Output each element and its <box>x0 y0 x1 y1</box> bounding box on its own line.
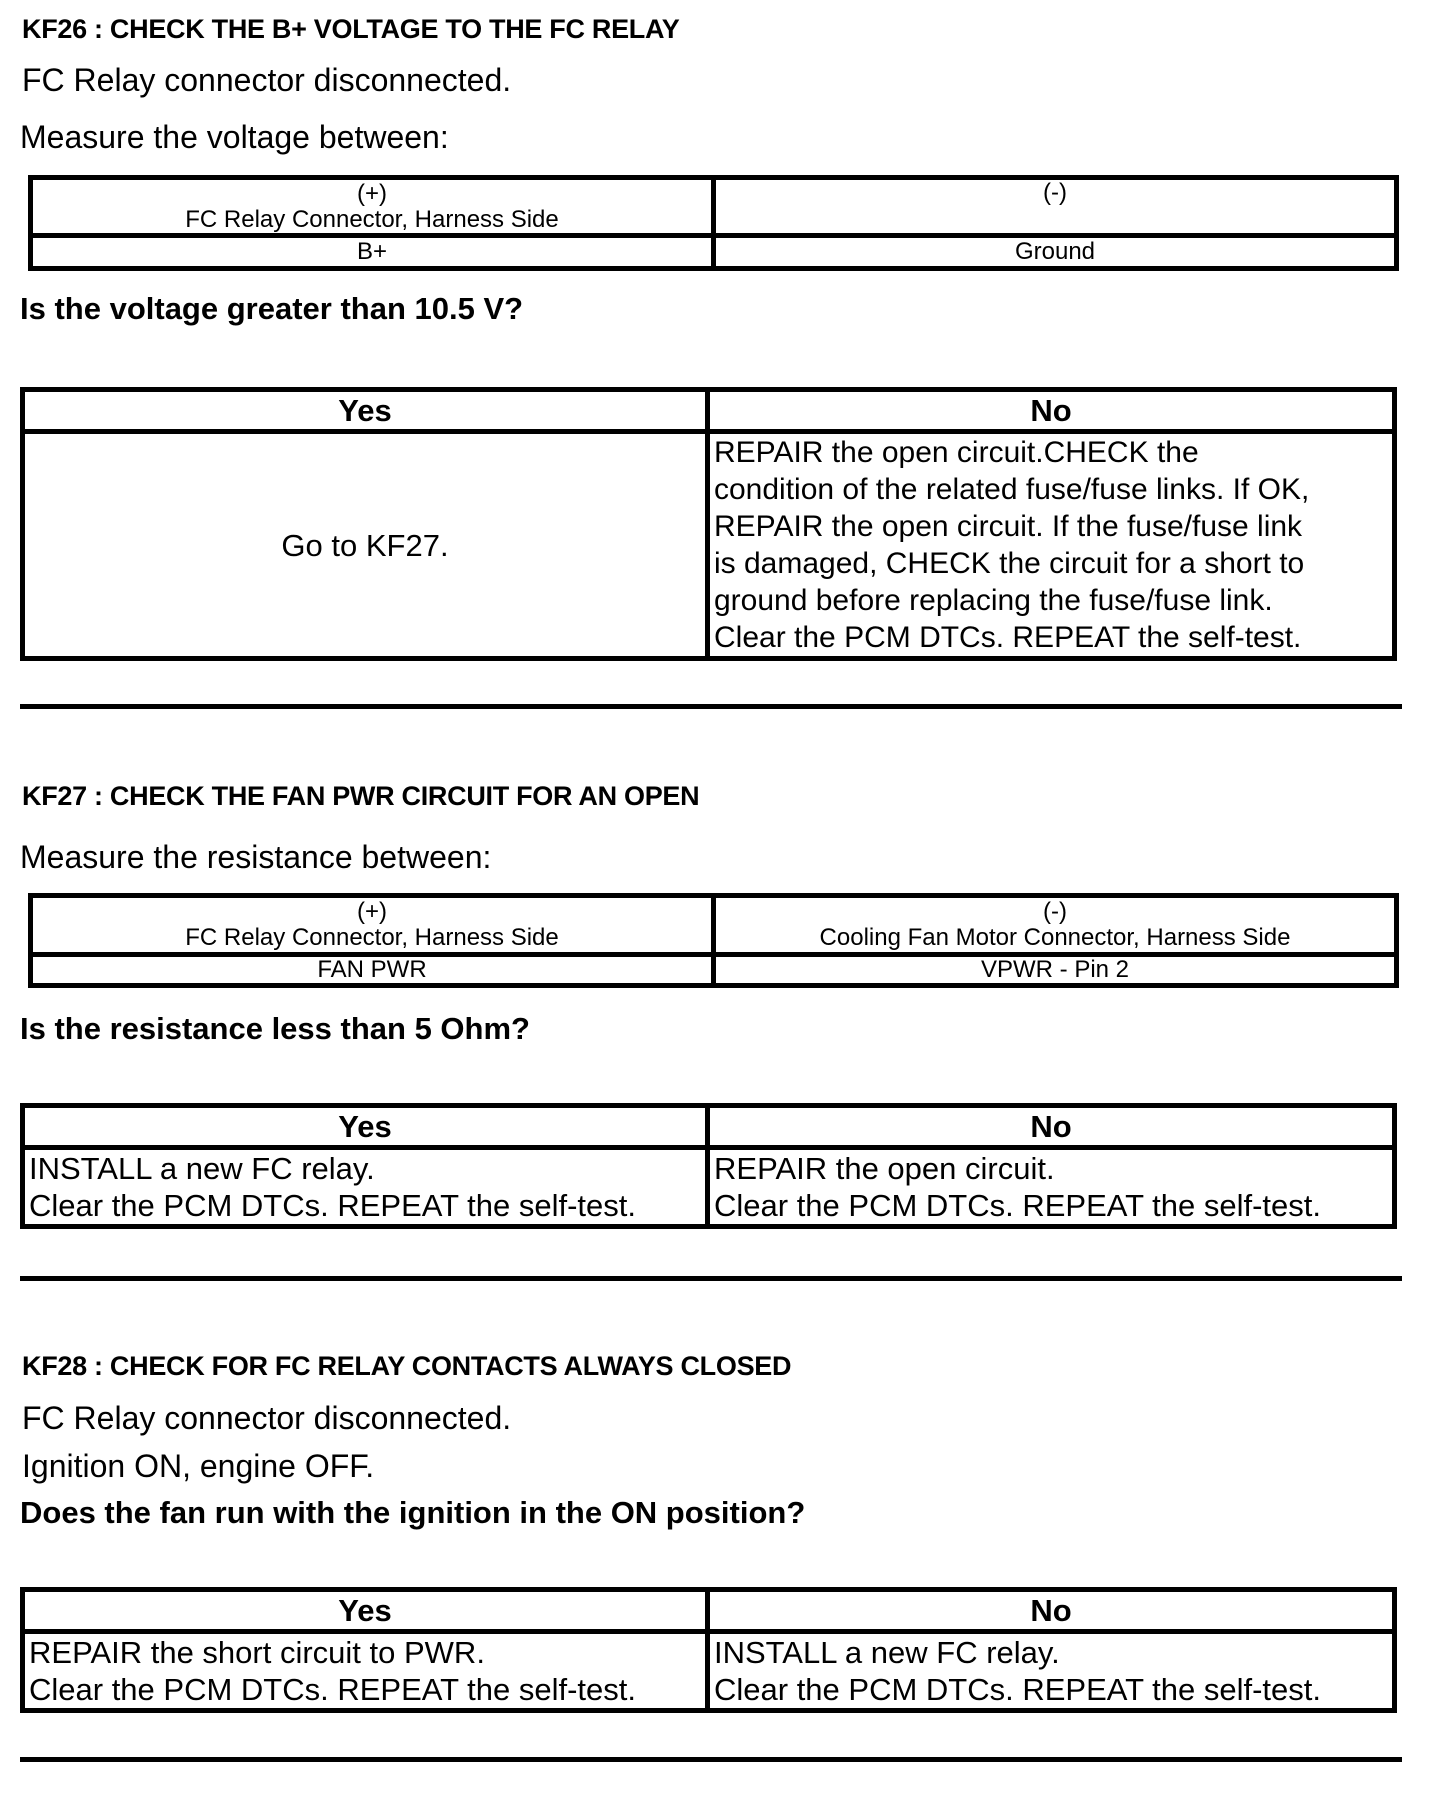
kf26-no-line: ground before replacing the fuse/fuse link. <box>714 584 1273 617</box>
step-kf28-condition-1: FC Relay connector disconnected. <box>22 1400 512 1436</box>
step-kf26-condition: FC Relay connector disconnected. <box>22 62 512 98</box>
kf27-no-line: Clear the PCM DTCs. REPEAT the self-test. <box>714 1188 1321 1223</box>
kf27-minus-label: (-) <box>1043 898 1067 925</box>
step-kf27-instruction: Measure the resistance between: <box>20 839 492 875</box>
step-kf26-title: KF26 : CHECK THE B+ VOLTAGE TO THE FC RELAY <box>22 14 680 44</box>
kf28-no-cell <box>708 1632 1395 1711</box>
kf26-measure-table <box>28 175 1399 271</box>
kf27-yes-cell <box>23 1148 708 1227</box>
kf28-no-line: Clear the PCM DTCs. REPEAT the self-test. <box>714 1672 1321 1707</box>
kf27-question: Is the resistance less than 5 Ohm? <box>20 1011 530 1046</box>
step-kf27-title: KF27 : CHECK THE FAN PWR CIRCUIT FOR AN OPEN <box>22 781 700 811</box>
kf26-minus-header-cell <box>714 178 1397 236</box>
kf26-no-header: No <box>708 390 1395 432</box>
section-divider <box>20 704 1402 709</box>
kf27-no-line: REPAIR the open circuit. <box>714 1151 1055 1186</box>
kf28-yes-line: REPAIR the short circuit to PWR. <box>29 1635 485 1670</box>
kf26-no-line: condition of the related fuse/fuse links. If OK, <box>714 473 1310 506</box>
kf26-question: Is the voltage greater than 10.5 V? <box>20 291 524 326</box>
kf26-minus-label: (-) <box>1043 179 1067 206</box>
kf26-no-line: REPAIR the open circuit.CHECK the <box>714 436 1199 469</box>
kf28-result-table <box>20 1587 1397 1713</box>
kf27-minus-header-cell <box>714 896 1397 955</box>
kf28-no-line: INSTALL a new FC relay. <box>714 1635 1060 1670</box>
kf28-yes-line: Clear the PCM DTCs. REPEAT the self-test. <box>29 1672 636 1707</box>
kf28-no-header: No <box>708 1590 1395 1632</box>
kf27-no-header: No <box>708 1106 1395 1148</box>
kf27-plus-sub: FC Relay Connector, Harness Side <box>185 924 559 951</box>
kf26-yes-cell <box>23 432 708 659</box>
kf27-plus-value: FAN PWR <box>31 955 714 986</box>
kf27-no-cell <box>708 1148 1395 1227</box>
step-kf26-instruction: Measure the voltage between: <box>20 119 449 155</box>
kf26-result-table <box>20 387 1397 661</box>
kf26-no-line: REPAIR the open circuit. If the fuse/fuse link <box>714 510 1303 543</box>
section-divider <box>20 1276 1402 1281</box>
kf26-yes-text: Go to KF27. <box>281 527 449 563</box>
kf27-minus-value: VPWR - Pin 2 <box>714 955 1397 986</box>
kf26-plus-header-cell <box>31 178 714 236</box>
step-kf28-title: KF28 : CHECK FOR FC RELAY CONTACTS ALWAYS CLOSED <box>22 1351 792 1381</box>
kf27-plus-label: (+) <box>357 898 387 925</box>
kf28-yes-header: Yes <box>23 1590 708 1632</box>
kf27-yes-line: Clear the PCM DTCs. REPEAT the self-test. <box>29 1188 636 1223</box>
kf26-no-line: is damaged, CHECK the circuit for a short to <box>714 547 1305 580</box>
kf26-plus-label: (+) <box>357 179 387 207</box>
kf27-minus-sub: Cooling Fan Motor Connector, Harness Side <box>819 924 1291 951</box>
kf26-plus-value: B+ <box>31 236 714 269</box>
kf27-measure-table <box>28 893 1399 988</box>
kf26-plus-sub: FC Relay Connector, Harness Side <box>185 205 559 233</box>
kf28-question: Does the fan run with the ignition in the ON position? <box>20 1495 806 1530</box>
kf26-minus-value: Ground <box>714 236 1397 269</box>
kf26-yes-header: Yes <box>23 390 708 432</box>
kf28-yes-cell <box>23 1632 708 1711</box>
kf26-no-cell <box>708 432 1395 659</box>
kf27-yes-line: INSTALL a new FC relay. <box>29 1151 375 1186</box>
section-divider <box>20 1757 1402 1762</box>
kf27-yes-header: Yes <box>23 1106 708 1148</box>
kf27-result-table <box>20 1103 1397 1229</box>
kf26-no-line: Clear the PCM DTCs. REPEAT the self-test. <box>714 621 1302 654</box>
step-kf28-condition-2: Ignition ON, engine OFF. <box>22 1448 375 1484</box>
kf27-plus-header-cell <box>31 896 714 955</box>
